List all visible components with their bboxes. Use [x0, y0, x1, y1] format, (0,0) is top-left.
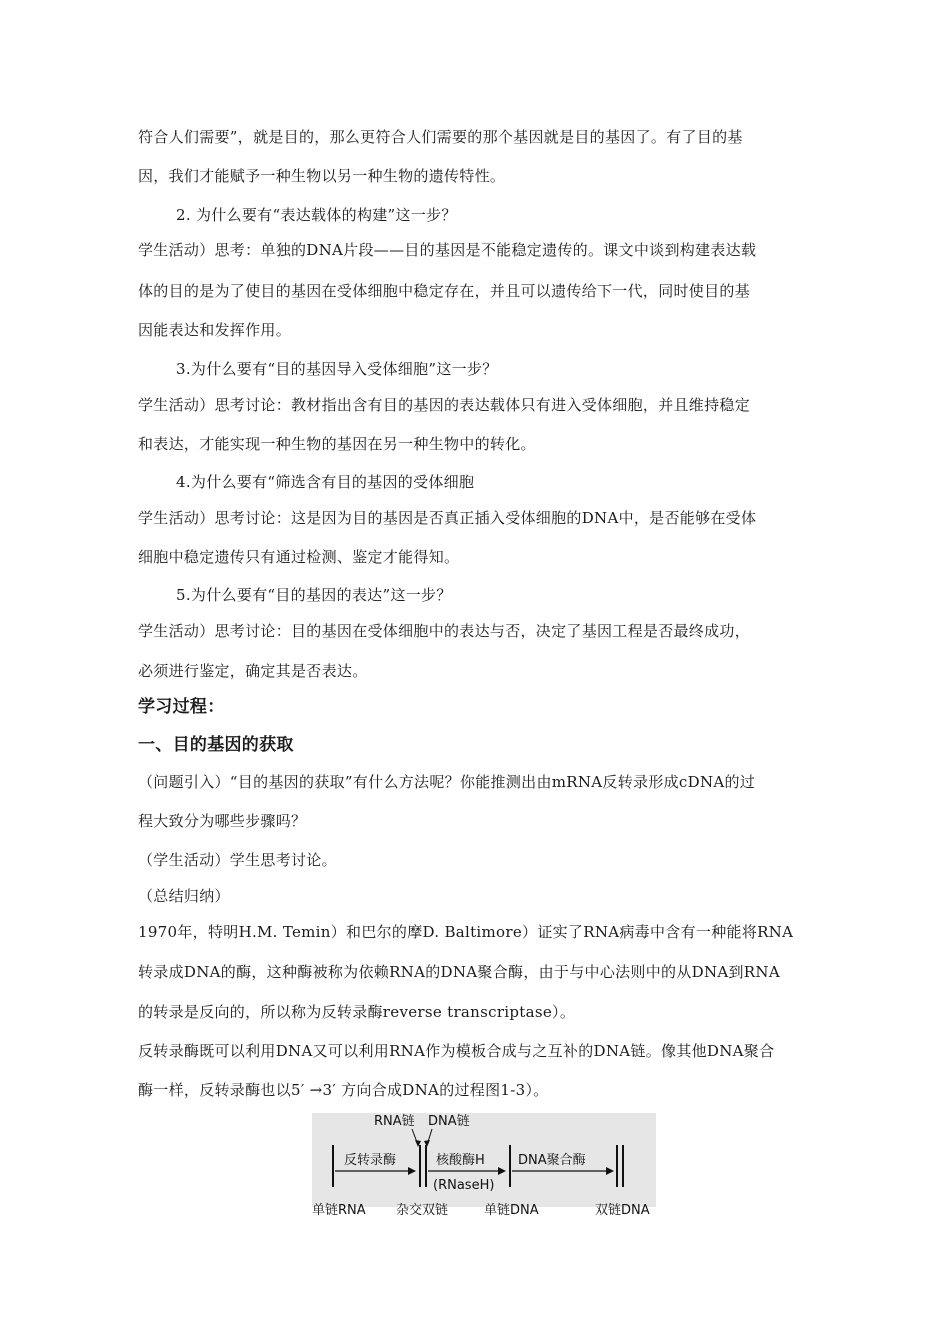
rna-strand-label: RNA链 [374, 1114, 415, 1129]
paragraph-line: 酶一样，反转录酶也以5′ →3′ 方向合成DNA的过程图1-3）。 [138, 1081, 549, 1099]
reverse-transcriptase-label: 反转录酶 [344, 1153, 397, 1168]
single-rna-label: 单链RNA [312, 1203, 366, 1218]
dna-strand-label: DNA链 [428, 1114, 470, 1129]
paragraph-line: （问题引入）“目的基因的获取”有什么方法呢？你能推测出由mRNA反转录形成cDNA的过 [138, 773, 756, 791]
question-4: 4.为什么要有“筛选含有目的基因的受体细胞 [176, 473, 475, 491]
question-5: 5.为什么要有“目的基因的表达”这一步？ [176, 586, 452, 604]
paragraph-line: 程大致分为哪些步骤吗？ [138, 812, 307, 830]
section-heading: 一、目的基因的获取 [138, 735, 294, 755]
paragraph-line: 1970年，特明H.M. Temin）和巴尔的摩D. Baltimore）证实了RNA病毒中含有一种能将RNA [138, 923, 794, 941]
paragraph-line: 因能表达和发挥作用。 [138, 321, 292, 339]
single-dna-label: 单链DNA [484, 1203, 539, 1218]
paragraph-line: 反转录酶既可以利用DNA又可以利用RNA作为模板合成与之互补的DNA链。像其他DNA聚合 [138, 1042, 775, 1060]
paragraph-line: 学生活动）思考讨论：目的基因在受体细胞中的表达与否，决定了基因工程是否最终成功， [138, 622, 751, 640]
paragraph-line: 和表达，才能实现一种生物的基因在另一种生物中的转化。 [138, 435, 536, 453]
reverse-transcription-diagram [312, 1113, 656, 1219]
question-3: 3.为什么要有“目的基因导入受体细胞”这一步？ [176, 360, 498, 378]
question-2: 2. 为什么要有“表达载体的构建”这一步？ [176, 206, 457, 224]
paragraph-line: 体的目的是为了使目的基因在受体细胞中稳定存在，并且可以遗传给下一代，同时使目的基 [138, 282, 751, 300]
diagram-svg [312, 1113, 656, 1219]
paragraph-line: 细胞中稳定遗传只有通过检测、鉴定才能得知。 [138, 548, 460, 566]
dna-polymerase-label: DNA聚合酶 [518, 1153, 586, 1168]
rnase-h-label: 核酸酶H [436, 1153, 485, 1168]
paragraph-line: 学生活动）思考讨论：教材指出含有目的基因的表达载体只有进入受体细胞，并且维持稳定 [138, 396, 751, 414]
paragraph-line: （学生活动）学生思考讨论。 [138, 851, 337, 869]
hybrid-duplex-label: 杂交双链 [396, 1203, 449, 1218]
paragraph-line: 的转录是反向的，所以称为反转录酶reverse transcriptase）。 [138, 1003, 576, 1021]
paragraph-line: 必须进行鉴定，确定其是否表达。 [138, 662, 368, 680]
paragraph-line: 转录成DNA的酶，这种酶被称为依赖RNA的DNA聚合酶，由于与中心法则中的从DNA到RNA [138, 963, 780, 981]
double-dna-label: 双链DNA [595, 1203, 650, 1218]
rnase-h-en-label: (RNaseH) [433, 1178, 495, 1193]
paragraph-line: 学生活动）思考：单独的DNA片段——目的基因是不能稳定遗传的。课文中谈到构建表达载 [138, 241, 757, 259]
paragraph-line: （总结归纳） [138, 887, 230, 905]
paragraph-line: 学生活动）思考讨论：这是因为目的基因是否真正插入受体细胞的DNA中，是否能够在受体 [138, 509, 757, 527]
paragraph-line: 因，我们才能赋予一种生物以另一种生物的遗传特性。 [138, 167, 506, 185]
paragraph-line: 符合人们需要”，就是目的，那么更符合人们需要的那个基因就是目的基因了。有了目的基 [138, 128, 743, 146]
section-heading: 学习过程： [138, 697, 225, 717]
